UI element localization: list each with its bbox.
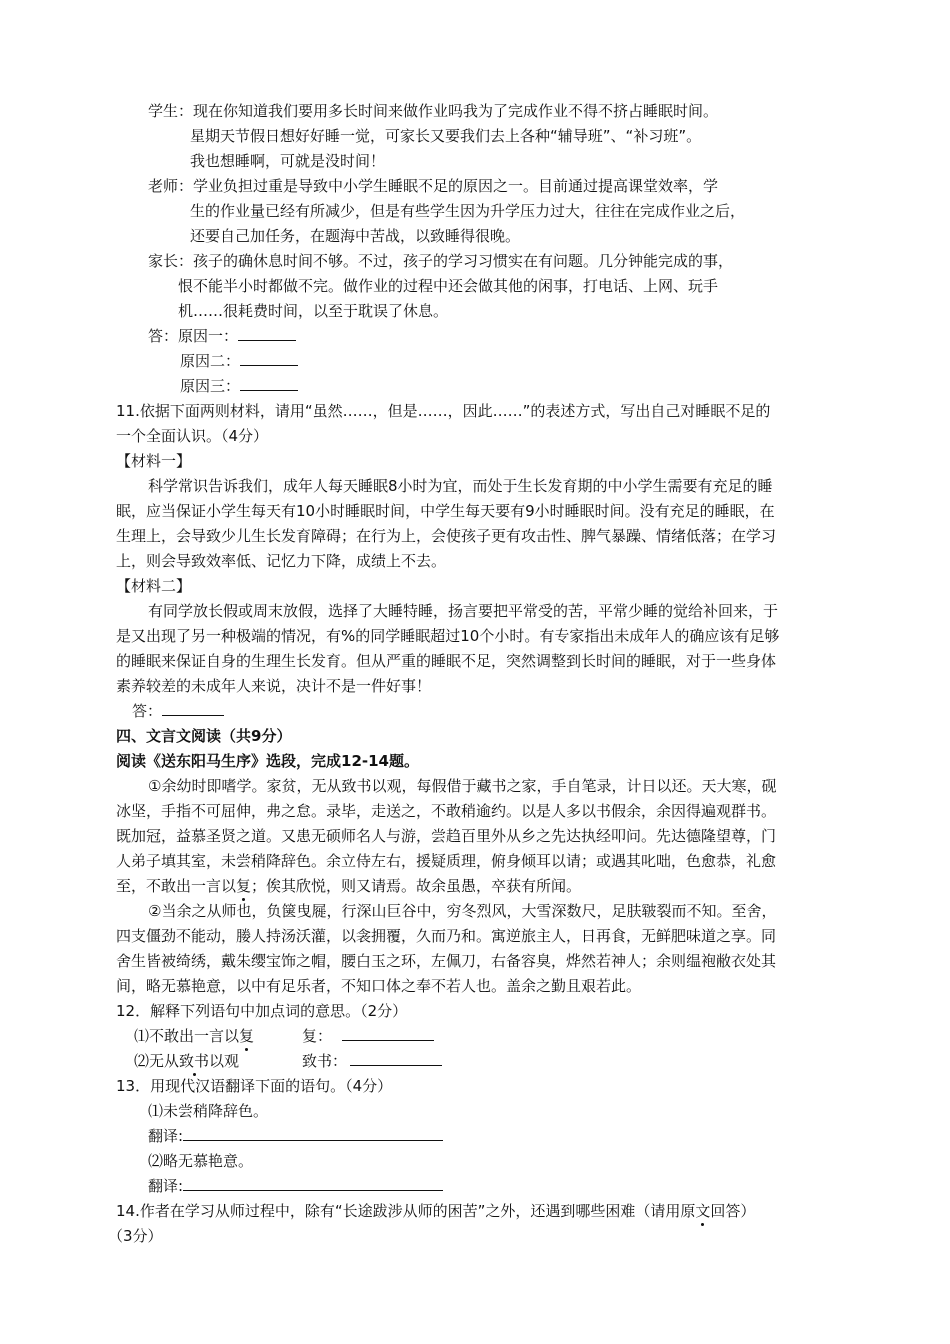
dialogue-teacher-line-1: 老师：学业负担过重是导致中小学生睡眠不足的原因之一。目前通过提高课堂效率，学 bbox=[148, 177, 719, 195]
answer-reason-1-label: 答：原因一： bbox=[148, 327, 239, 345]
section-4-heading: 四、文言文阅读（共9分） bbox=[116, 727, 292, 745]
q12-item-2-text-b: 以观 bbox=[209, 1052, 240, 1070]
passage-2-line-2: 四支僵劲不能动，媵人持汤沃灌，以衾拥覆，久而乃和。寓逆旅主人，日再食，无鲜肥味道之享。同 bbox=[116, 927, 777, 945]
passage-2-line-1: ②当余之从师也，负箧曳屣，行深山巨谷中，穷冬烈风，大雪深数尺，足肤皲裂而不知。至舍， bbox=[148, 902, 777, 920]
emphasis-dotted-word: 复 bbox=[236, 877, 252, 895]
q11-answer-label: 答： bbox=[132, 702, 163, 720]
q13-translation-1-blank[interactable] bbox=[183, 1126, 443, 1141]
passage-1-line-2: 冰坚，手指不可屈伸，弗之怠。录毕，走送之，不敢稍逾约。以是人多以书假余，余因得遍观群书。 bbox=[116, 802, 777, 820]
answer-reason-2-label: 原因二： bbox=[180, 352, 241, 370]
passage-1-line-1: ①余幼时即嗜学。家贫，无从致书以观，每假借于藏书之家，手自笔录，计日以还。天大寒，砚 bbox=[148, 777, 777, 795]
answer-reason-3 bbox=[180, 376, 298, 396]
q14-line-2: （3分） bbox=[108, 1227, 163, 1245]
answer-reason-3-blank[interactable] bbox=[240, 376, 298, 391]
passage-1-line-3: 既加冠，益慕圣贤之道。又患无硕师名人与游，尝趋百里外从乡之先达执经叩问。先达德隆望尊，门 bbox=[116, 827, 777, 845]
q12-item-1-label: 复： bbox=[302, 1027, 333, 1045]
q13-title: 13．用现代汉语翻译下面的语句。（4分） bbox=[116, 1077, 393, 1095]
passage-2-line-3: 舍生皆被绮绣，戴朱缨宝饰之帽，腰白玉之环，左佩刀，右备容臭，烨然若神人；余则缊袍敝衣处其 bbox=[116, 952, 777, 970]
q11-material-2-line-3: 的睡眠来保证自身的生理生长发育。但从严重的睡眠不足，突然调整到长时间的睡眠，对于一些身体 bbox=[116, 652, 777, 670]
passage-1-line-5 bbox=[116, 876, 581, 896]
dialogue-teacher-line-2: 生的作业量已经有所减少，但是有些学生因为升学压力过大，往往在完成作业之后， bbox=[190, 202, 746, 220]
q11-line-2: 一个全面认识。（4分） bbox=[116, 427, 269, 445]
q11-answer-blank[interactable] bbox=[162, 701, 224, 716]
q13-translation-1-label: 翻译: bbox=[148, 1127, 184, 1145]
q11-material-1-line-1: 科学常识告诉我们，成年人每天睡眠8小时为宜，而处于生长发育期的中小学生需要有充足的睡 bbox=[148, 477, 773, 495]
q13-sentence-2: ⑵略无慕艳意。 bbox=[148, 1152, 254, 1170]
q11-material-2-line-1: 有同学放长假或周末放假，选择了大睡特睡，扬言要把平常受的苦，平常少睡的觉给补回来，于 bbox=[148, 602, 779, 620]
q14-line-1-dotted-word: 文 bbox=[695, 1202, 711, 1220]
answer-reason-1-blank[interactable] bbox=[238, 326, 296, 341]
q12-item-1-answer bbox=[302, 1026, 434, 1046]
dialogue-student-line-1: 学生：现在你知道我们要用多长时间来做作业吗我为了完成作业不得不挤占睡眠时间。 bbox=[148, 102, 719, 120]
q12-item-2-label: 致书： bbox=[302, 1052, 348, 1070]
q11-material-2-line-4: 素养较差的未成年人来说，决计不是一件好事！ bbox=[116, 677, 432, 695]
q12-item-1-blank[interactable] bbox=[342, 1026, 434, 1041]
dialogue-parent-line-1: 家长：孩子的确休息时间不够。不过，孩子的学习习惯实在有问题。几分钟能完成的事， bbox=[148, 252, 734, 270]
q11-material-2-line-2: 是又出现了另一种极端的情况，有%的同学睡眠超过10个小时。有专家指出未成年人的确应该有足够 bbox=[116, 627, 780, 645]
q12-item-1 bbox=[134, 1026, 254, 1046]
answer-reason-2-blank[interactable] bbox=[240, 351, 298, 366]
dialogue-student-line-2: 星期天节假日想好好睡一觉，可家长又要我们去上各种“辅导班”、“补习班”。 bbox=[190, 127, 702, 145]
q14-line-1 bbox=[116, 1201, 755, 1221]
dialogue-parent-line-3: 机……很耗费时间，以至于耽误了休息。 bbox=[178, 302, 449, 320]
answer-reason-1 bbox=[148, 326, 296, 346]
q12-item-2-answer bbox=[302, 1051, 442, 1071]
q13-translation-1 bbox=[148, 1126, 443, 1146]
section-4-instruction: 阅读《送东阳马生序》选段，完成12-14题。 bbox=[116, 752, 419, 770]
q11-material-1-line-3: 生理上，会导致少儿生长发育障碍；在行为上，会使孩子更有攻击性、脾气暴躁、情绪低落；在学习 bbox=[116, 527, 777, 545]
q12-item-1-text: ⑴不敢出一言以 bbox=[134, 1027, 240, 1045]
q11-material-1-title: 【材料一】 bbox=[116, 452, 192, 470]
q12-item-2-dotted-word: 致书 bbox=[179, 1052, 210, 1070]
q12-item-2-text-a: ⑵无从 bbox=[134, 1052, 180, 1070]
passage-2-line-4: 间，略无慕艳意，以中有足乐者，不知口体之奉不若人也。盖余之勤且艰若此。 bbox=[116, 977, 642, 995]
answer-reason-3-label: 原因三： bbox=[180, 377, 241, 395]
q13-sentence-1: ⑴未尝稍降辞色。 bbox=[148, 1102, 269, 1120]
q13-translation-2 bbox=[148, 1176, 443, 1196]
q13-translation-2-blank[interactable] bbox=[183, 1176, 443, 1191]
q14-line-1-text-a: 14.作者在学习从师过程中，除有“长途跋涉从师的困苦”之外，还遇到哪些困难（请用原 bbox=[116, 1202, 696, 1220]
q11-material-2-title: 【材料二】 bbox=[116, 577, 192, 595]
dialogue-student-line-3: 我也想睡啊，可就是没时间！ bbox=[190, 152, 386, 170]
q12-title: 12．解释下列语句中加点词的意思。（2分） bbox=[116, 1002, 408, 1020]
answer-reason-2 bbox=[180, 351, 298, 371]
passage-1-line-5-part-b: ；俟其欣悦，则又请焉。故余虽愚，卒获有所闻。 bbox=[251, 877, 582, 895]
q12-item-1-dotted-word: 复 bbox=[239, 1027, 255, 1045]
q12-item-2-blank[interactable] bbox=[350, 1051, 442, 1066]
q11-answer bbox=[132, 701, 224, 721]
q11-material-1-line-2: 眠，应当保证小学生每天有10小时睡眠时间，中学生每天要有9小时睡眠时间。没有充足的睡眠，在 bbox=[116, 502, 775, 520]
q14-line-1-text-b: 回答） bbox=[710, 1202, 756, 1220]
q13-translation-2-label: 翻译: bbox=[148, 1177, 184, 1195]
q11-line-1: 11.依据下面两则材料，请用“虽然……，但是……，因此……”的表述方式，写出自己对睡眠不足的 bbox=[116, 402, 771, 420]
q12-item-2 bbox=[134, 1051, 239, 1071]
passage-1-line-5-part-a: 至，不敢出一言以 bbox=[116, 877, 237, 895]
dialogue-parent-line-2: 恨不能半小时都做不完。做作业的过程中还会做其他的闲事，打电话、上网、玩手 bbox=[178, 277, 719, 295]
passage-1-line-4: 人弟子填其室，未尝稍降辞色。余立侍左右，援疑质理，俯身倾耳以请；或遇其叱咄，色愈恭，礼愈 bbox=[116, 852, 777, 870]
dialogue-teacher-line-3: 还要自己加任务，在题海中苦战，以致睡得很晚。 bbox=[190, 227, 521, 245]
q11-material-1-line-4: 上，则会导致效率低、记忆力下降，成绩上不去。 bbox=[116, 552, 447, 570]
